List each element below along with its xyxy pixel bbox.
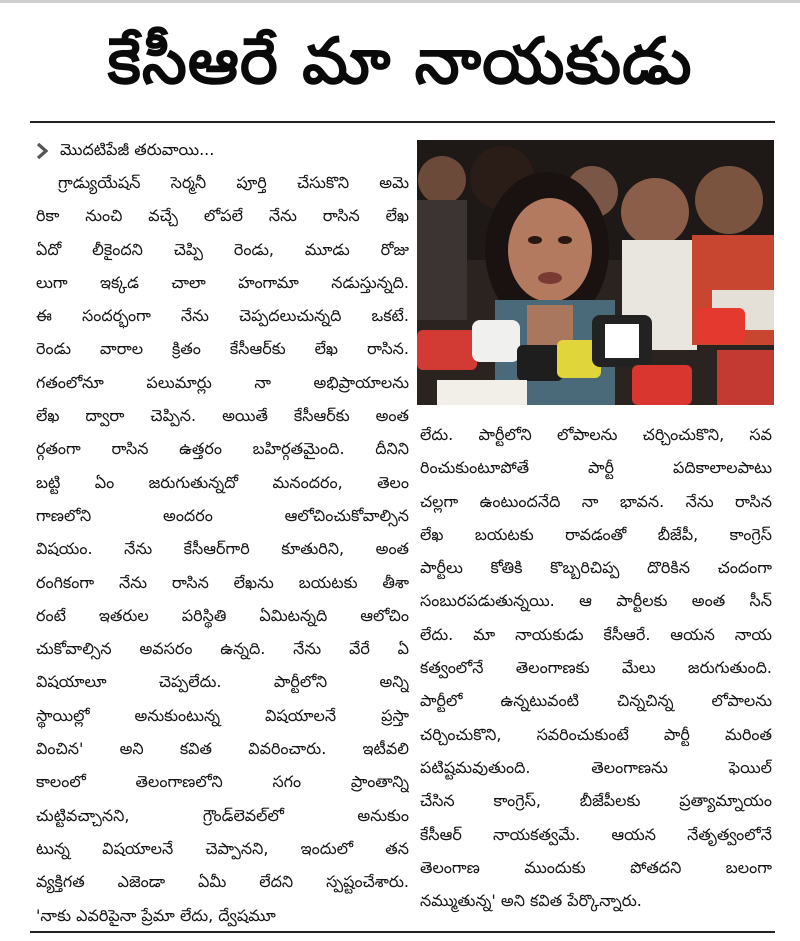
column1-line: బట్టి ఏం జరుగుతున్నదో మనందరం, తెలం bbox=[36, 472, 409, 492]
column2-line: తెలంగాణ ముందుకు పోతదని బలంగా bbox=[420, 857, 772, 877]
column1-line: ర్గతంగా రాసిన ఉత్తరం బహిర్గతమైంది. దీనిని bbox=[36, 439, 409, 459]
column1-line: గతంలోనూ పలుమార్లు నా అభిప్రాయాలను bbox=[36, 372, 409, 392]
news-photo bbox=[417, 140, 774, 405]
column2-line: చర్చించుకొని, సవరించుకుంటే పార్టీ మరింత bbox=[420, 724, 772, 744]
column1-line: రికా నుంచి వచ్చే లోపలే నేను రాసిన లేఖ bbox=[36, 206, 409, 226]
column1-line: గాణలోని అందరం ఆలోచించుకోవాల్సిన bbox=[36, 505, 409, 525]
column1-line: గ్రాడ్యుయేషన్ సెర్మనీ పూర్తి చేసుకొని అమె bbox=[58, 173, 409, 192]
column2-line: రించుకుంటూపోతే పార్టీ పదికాలాలపాటు bbox=[420, 458, 772, 478]
bottom-divider bbox=[30, 931, 775, 933]
headline-divider bbox=[30, 121, 775, 123]
column1-line: ఈ సందర్భంగా నేను చెప్పదలుచున్నది ఒకటే. bbox=[36, 306, 409, 326]
column2-line: చేసిన కాంగ్రెస్, బీజేపీలకు ప్రత్యామ్నాయం bbox=[420, 791, 772, 811]
column2-line: లేఖ బయటకు రావడంతో బీజేపీ, కాంగ్రెస్ bbox=[420, 524, 772, 544]
column2-line: పటిష్టమవుతుంది. తెలంగాణను ఫెయిల్ bbox=[420, 757, 772, 777]
column1-line: టున్న విషయాలనే చెప్పానని, ఇందులో తన bbox=[36, 838, 409, 858]
column1-line: చుట్టివచ్చానని, గ్రౌండ్‌లెవల్‌లో అనుకుం bbox=[36, 805, 409, 825]
column1-line: లేఖ ద్వారా చెప్పిన. అయితే కేసీఆర్‌కు అంత bbox=[36, 406, 409, 426]
column1-line: 'నాకు ఎవరిపైనా ప్రేమా లేదు, ద్వేషమూ bbox=[36, 905, 276, 925]
column2-line: లేదు. పార్టీలోని లోపాలను చర్చించుకొని, సవ bbox=[420, 425, 772, 444]
column1-line: ఏదో లీకైందని చెప్పి రెండు, మూడు రోజు bbox=[36, 239, 409, 259]
column1-line: విషయాలూ చెప్పలేదు. పార్టీలోని అన్ని bbox=[36, 672, 409, 692]
column1-line: చుకోవాల్సిన అవసరం ఉన్నది. నేను వేరే ఏ bbox=[36, 639, 409, 659]
article-column-1 bbox=[36, 166, 409, 932]
column2-line: పార్టీలు కోతికి కొబ్బరిచిప్ప దొరికిన చందంగా bbox=[420, 558, 772, 578]
column2-line: లేదు. మా నాయకుడు కేసీఆరే. ఆయన నాయ bbox=[420, 624, 772, 644]
kicker-text: మొదటిపేజీ తరువాయి... bbox=[60, 139, 215, 159]
column1-line: వ్యక్తిగత ఎజెండా ఏమీ లేదని స్పష్టంచేశారు. bbox=[36, 872, 409, 892]
column2-line: చల్లగా ఉంటుందనేది నా భావన. నేను రాసిన bbox=[420, 491, 772, 511]
top-page-edge bbox=[0, 0, 800, 3]
column1-line: కాలంలో తెలంగాణలోని సగం ప్రాంతాన్ని bbox=[36, 772, 409, 792]
column2-line: కత్వంలోనే తెలంగాణకు మేలు జరుగుతుంది. bbox=[420, 658, 772, 678]
column2-line: నమ్ముతున్న' అని కవిత పేర్కొన్నారు. bbox=[420, 891, 642, 911]
column1-line: స్థాయిల్లో అనుకుంటున్న విషయాలనే ప్రస్తా bbox=[36, 705, 409, 725]
column1-line: లుగా ఇక్కడ చాలా హంగామా నడుస్తున్నది. bbox=[36, 272, 409, 292]
column1-line: రెండు వారాల క్రితం కేసీఆర్‌కు లేఖ రాసిన. bbox=[36, 339, 409, 359]
column1-line: వించిన' అని కవిత వివరించారు. ఇటీవలి bbox=[36, 739, 409, 759]
column2-line: కేసీఆర్ నాయకత్వమే. ఆయన నేతృత్వంలోనే bbox=[420, 824, 772, 844]
column2-line: సంబురపడుతున్నయి. ఆ పార్టీలకు అంత సీన్ bbox=[420, 591, 772, 611]
column1-line: రంటే ఇతరుల పరిస్థితి ఏమిటన్నది ఆలోచిం bbox=[36, 605, 409, 625]
chevron-right-icon bbox=[36, 142, 48, 160]
headline: కేసీఆరే మా నాయకుడు bbox=[107, 25, 693, 99]
column1-line: విషయం. నేను కేసీఆర్‌గారి కూతురిని, అంత bbox=[36, 539, 409, 559]
article-column-2 bbox=[420, 418, 772, 917]
column2-line: పార్టీలో ఉన్నటువంటి చిన్నచిన్న లోపాలను bbox=[420, 691, 772, 711]
continuation-kicker bbox=[36, 138, 214, 164]
column1-line: రంగికంగా నేను రాసిన లేఖను బయటకు తీశా bbox=[36, 572, 409, 592]
